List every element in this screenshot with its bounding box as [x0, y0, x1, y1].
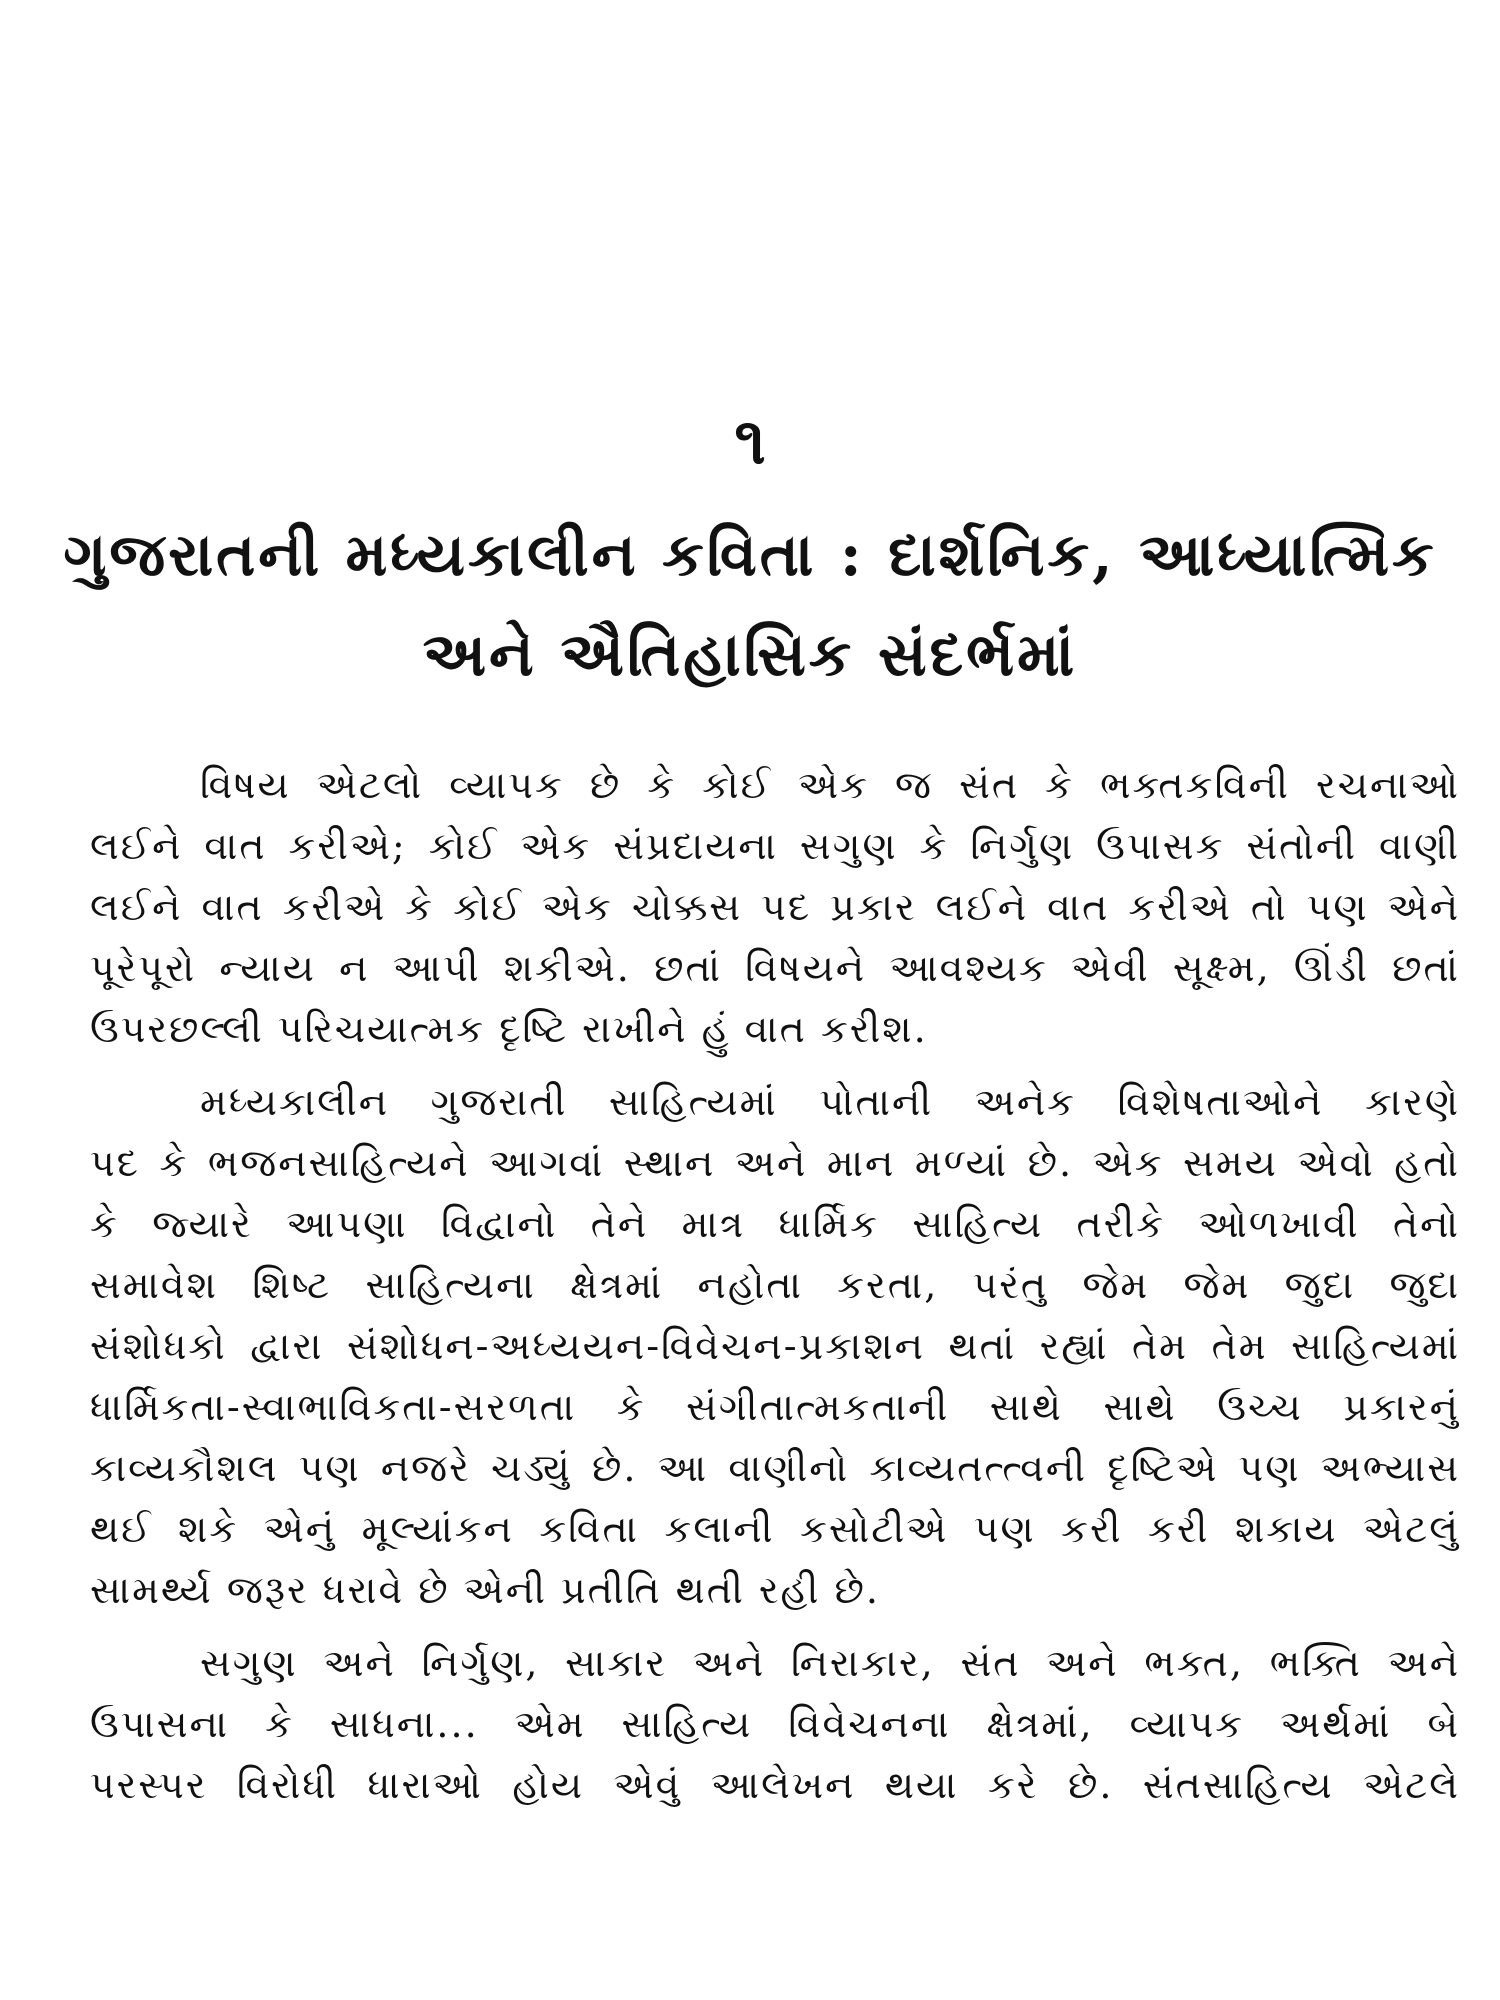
text-line: થઈ શકે એનું મૂલ્યાંકન કવિતા કલાની કસોટીએ પણ કરી કરી શકાય એટલું [90, 1507, 1460, 1551]
text-line: લઈને વાત કરીએ; કોઈ એક સંપ્રદાયના સગુણ કે નિર્ગુણ ઉપાસક સંતોની વાણી [90, 824, 1460, 868]
body-text [90, 755, 1460, 1828]
text-line: કે જ્યારે આપણા વિદ્વાનો તેને માત્ર ધાર્મિક સાહિત્ય તરીકે ઓળખાવી તેનો [90, 1202, 1460, 1246]
text-line: મધ્યકાલીન ગુજરાતી સાહિત્યમાં પોતાની અનેક વિશેષતાઓને કારણે [200, 1080, 1460, 1124]
paragraph-1 [90, 755, 1460, 1060]
text-line: કાવ્યકૌશલ પણ નજરે ચડ્યું છે. આ વાણીનો કાવ્યતત્ત્વની દૃષ્ટિએ પણ અભ્યાસ [90, 1446, 1460, 1490]
text-line: ઉપાસના કે સાધના... એમ સાહિત્ય વિવેચનના ક્ષેત્રમાં, વ્યાપક અર્થમાં બે [90, 1702, 1460, 1746]
chapter-title [60, 505, 1440, 705]
chapter-title-line-2: અને ઐતિહાસિક સંદર્ભમાં [422, 620, 1078, 690]
text-line: પૂરેપૂરો ન્યાય ન આપી શકીએ. છતાં વિષયને આવશ્યક એવી સૂક્ષ્મ, ઊંડી છતાં [90, 946, 1460, 990]
text-line: વિષય એટલો વ્યાપક છે કે કોઈ એક જ સંત કે ભક્તકવિની રચનાઓ [200, 763, 1460, 807]
chapter-number: ૧ [734, 404, 766, 479]
text-line: પદ કે ભજનસાહિત્યને આગવાં સ્થાન અને માન મળ્યાં છે. એક સમય એવો હતો [90, 1141, 1460, 1185]
text-line: સંશોધકો દ્વારા સંશોધન-અધ્યયન-વિવેચન-પ્રકાશન થતાં રહ્યાં તેમ તેમ સાહિત્યમાં [90, 1324, 1460, 1368]
text-line: સમાવેશ શિષ્ટ સાહિત્યના ક્ષેત્રમાં નહોતા કરતા, પરંતુ જેમ જેમ જુદા જુદા [90, 1263, 1460, 1307]
text-line: પરસ્પર વિરોધી ધારાઓ હોય એવું આલેખન થયા કરે છે. સંતસાહિત્ય એટલે [90, 1763, 1460, 1807]
text-line: સામર્થ્ય જરૂર ધરાવે છે એની પ્રતીતિ થતી રહી છે. [90, 1568, 880, 1612]
text-line: ધાર્મિકતા-સ્વાભાવિકતા-સરળતા કે સંગીતાત્મકતાની સાથે સાથે ઉચ્ચ પ્રકારનું [90, 1385, 1460, 1429]
text-line: સગુણ અને નિર્ગુણ, સાકાર અને નિરાકાર, સંત અને ભક્ત, ભક્તિ અને [200, 1641, 1460, 1685]
paragraph-2 [90, 1072, 1460, 1621]
chapter-title-line-1: ગુજરાતની મધ્યકાલીન કવિતા : દાર્શનિક, આધ્યાત્મિક [63, 520, 1437, 589]
text-line: ઉપરછલ્લી પરિચયાત્મક દૃષ્ટિ રાખીને હું વાત કરીશ. [90, 1007, 928, 1051]
paragraph-3 [90, 1633, 1460, 1816]
text-line: લઈને વાત કરીએ કે કોઈ એક ચોક્કસ પદ પ્રકાર લઈને વાત કરીએ તો પણ એને [90, 885, 1460, 929]
